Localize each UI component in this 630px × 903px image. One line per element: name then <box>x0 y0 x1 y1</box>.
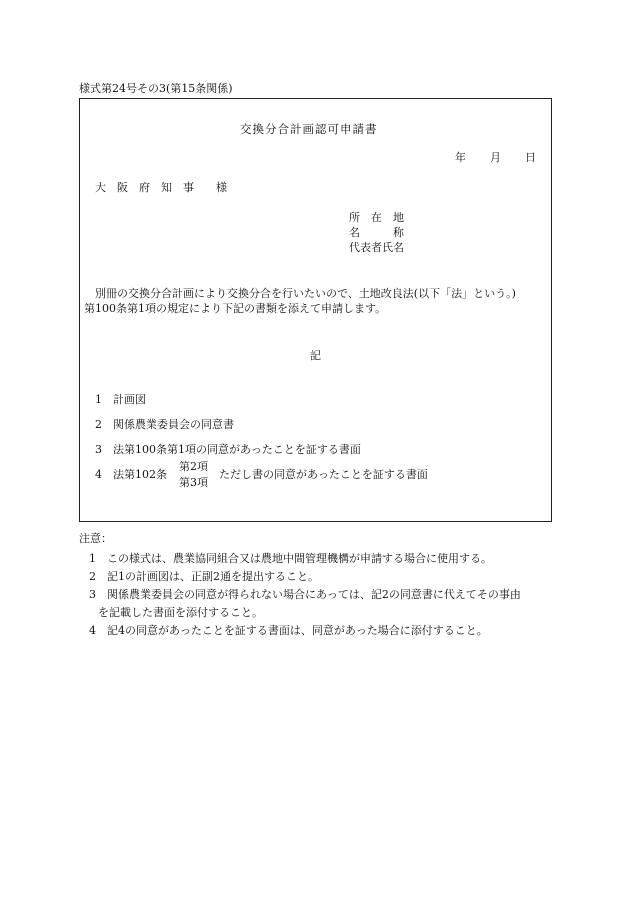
list-item-number: 2 <box>95 418 102 431</box>
list-item-text: 法第100条第1項の同意があったことを証する書面 <box>113 443 361 456</box>
notes-heading: 注意： <box>79 532 112 545</box>
list-item-2 <box>95 419 234 430</box>
list-item-number: 1 <box>95 393 102 406</box>
document-title: 交換分合計画認可申請書 <box>240 122 378 136</box>
date-month: 月 <box>490 151 501 164</box>
list-item-3 <box>95 444 361 455</box>
body-text-line-2: 第100条第1項の規定により下記の書類を添えて申請します。 <box>84 302 387 315</box>
applicant-name-label: 名 称 <box>349 226 404 239</box>
list-item-4 <box>95 469 167 480</box>
date-day: 日 <box>525 151 536 164</box>
note-4: 4 記4の同意があったことを証する書面は、同意があった場合に添付すること。 <box>89 624 488 637</box>
note-3-line-2: を記載した書面を添付すること。 <box>98 606 263 619</box>
note-3-line-1: 3 関係農業委員会の同意が得られない場合にあっては、記2の同意書に代えてその事由 <box>89 588 521 601</box>
applicant-address-label: 所 在 地 <box>349 211 404 224</box>
addressee: 大 阪 府 知 事 様 <box>95 181 227 194</box>
date-year: 年 <box>455 151 466 164</box>
list-item-4-suffix: ただし書の同意があったことを証する書面 <box>219 468 428 481</box>
list-item-prefix: 法第102条 <box>113 468 167 481</box>
applicant-representative-label: 代表者氏名 <box>349 241 404 254</box>
body-text-line-1: 別冊の交換分合計画により交換分合を行いたいので、土地改良法(以下「法」という。) <box>95 287 516 300</box>
note-1: 1 この様式は、農業協同組合又は農地中間管理機構が申請する場合に使用する。 <box>89 552 492 565</box>
ki-heading: 記 <box>310 349 321 362</box>
list-item-number: 4 <box>95 468 102 481</box>
list-item-4-sub-1: 第2項 <box>179 460 208 473</box>
form-label: 様式第24号その3(第15条関係) <box>79 82 233 95</box>
list-item-number: 3 <box>95 443 102 456</box>
list-item-text: 計画図 <box>113 393 146 406</box>
list-item-1 <box>95 394 146 405</box>
note-2: 2 記1の計画図は、正副2通を提出すること。 <box>89 570 319 583</box>
list-item-text: 関係農業委員会の同意書 <box>113 418 234 431</box>
list-item-4-sub-2: 第3項 <box>179 476 208 489</box>
